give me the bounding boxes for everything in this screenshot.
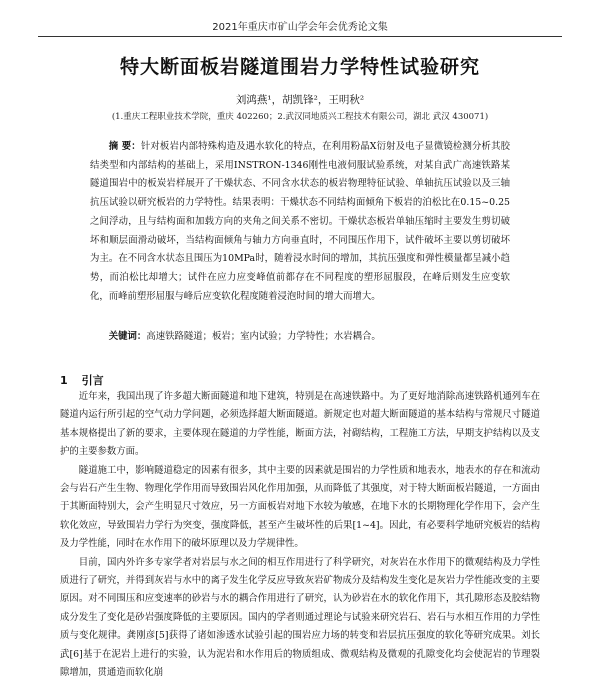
keywords-text: 高速铁路隧道；板岩；室内试验；力学特性；水岩耦合。 bbox=[146, 331, 381, 342]
keywords-label: 关键词： bbox=[108, 331, 147, 342]
section-number: 1 bbox=[60, 374, 68, 387]
abstract-label: 摘 要： bbox=[108, 141, 141, 152]
affiliations: (1.重庆工程职业技术学院，重庆 402260；2.武汉同地质兴工程技术有限公司，湖北 武汉 430071) bbox=[111, 112, 489, 122]
abstract bbox=[90, 138, 510, 306]
paragraph: 目前，国内外许多专家学者对岩层与水之间的相互作用进行了科学研究，对灰岩在水作用下的微观结构及力学性质进行了研究，并得到灰岩与水中的离子发生化学反应导致灰岩矿物成分及结构发生变化是灰岩力学性能改变的主要原因。对不同围压和应变速率的砂岩与水的耦合作用进行了研究，认为砂岩在水的软化作用下，其孔隙形态及胶结物成分发生了变化是砂岩强度降低的主要原因。国内的学者则通过理论与试验来研究岩石、岩石与水相互作用的力学性质与变化规律。龚刚彦[5]获得了诸如渗透水试验引起的围岩应力场的转变和岩层抗压强度的软化等研究成果。刘长武[6]基于在泥岩上进行的实验，认为泥岩和水作用后的物质组成、微观结构及微观的孔隙变化均会使泥岩的节理裂隙增加，贯通造而软化崩 bbox=[60, 556, 540, 679]
header-rule bbox=[38, 36, 562, 37]
keywords bbox=[90, 328, 510, 342]
authors: 刘鸿燕¹，胡凯锋²，王明秋² bbox=[235, 94, 365, 106]
paper-title: 特大断面板岩隧道围岩力学特性试验研究 bbox=[119, 56, 480, 78]
paragraph: 隧道施工中，影响隧道稳定的因素有很多，其中主要的因素就是围岩的力学性质和地表水，地表水的存在和流动会与岩石产生生物、物理化学作用而导致围岩风化作用加强，从而降低了其强度，对于特大断面板岩隧道，一方面由于其断面特别大，会产生明显尺寸效应，另一方面板岩对地下水较为敏感，在地下水的长期物理化学作用下，会产生软化效应，导致围岩力学行为突变，强度降低，甚至产生破坏性的后果[1~4]。因此，有必要科学地研究板岩的结构及力学性能，同时在水作用下的破坏原理以及力学规律性。 bbox=[60, 464, 540, 550]
section-title: 引言 bbox=[81, 374, 104, 387]
body-text bbox=[60, 388, 540, 683]
section-heading bbox=[60, 372, 104, 388]
running-header: 2021年重庆市矿山学会年会优秀论文集 bbox=[212, 22, 388, 33]
abstract-text: 针对板岩内部特殊构造及遇水软化的特点，在利用粉晶X衍射及电子显微镜检测分析其胶结类型和内部结构的基础上，采用INSTRON-1346刚性电液伺服试验系统，对某自武广高速铁路某隧道围岩中的板炭岩样展开了干燥状态、不同含水状态的板岩物理特征试验、单轴抗压试验以及三轴抗压试验以研究板岩的力学特性。结果表明：干燥状态不同结构面倾角下板岩的泊松比在0.15~0.25之间浮动，且与结构面和加载方向的夹角之间关系不密切。干燥状态板岩单轴压缩时主要发生剪切破坏和顺层面滑动破坏，当结构面倾角与轴力方向垂直时，不同围压作用下，试件破坏主要以剪切破坏为主。在不同含水状态且围压为10MPa时，随着浸水时间的增加，其抗压强度和弹性模量都呈减小趋势，而泊松比却增大；试件在应力应变峰值前都存在不同程度的塑形屈服段，在峰后则发生应变软化，而峰前塑形屈服与峰后应变软化程度随着浸泡时间的增大而增大。 bbox=[90, 141, 510, 302]
paragraph: 近年来，我国出现了许多超大断面隧道和地下建筑，特别是在高速铁路中。为了更好地消除高速铁路机通列车在隧道内运行所引起的空气动力学问题，必须选择超大断面隧道。新规定也对超大断面隧道的基本结构与常规尺寸隧道基本规格提出了新的要求，主要体现在隧道的力学性能，断面方法，衬砌结构，工程施工方法，早期支护结构以及支护的主要参数方面。 bbox=[60, 391, 540, 458]
